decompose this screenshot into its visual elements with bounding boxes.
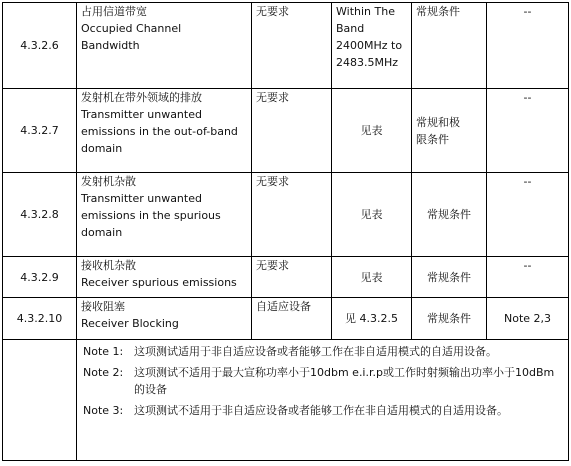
limit-cell: 见表 xyxy=(332,89,412,173)
test-item-name-en: emissions in the out-of-band xyxy=(81,125,238,138)
test-item-name xyxy=(77,173,252,257)
conditions-cell: 常规条件 xyxy=(412,257,487,298)
note-item xyxy=(83,402,562,419)
limit-cell: Within The Band 2400MHz to 2483.5MHz xyxy=(332,3,412,89)
table-row xyxy=(3,89,569,173)
clause-number: 4.3.2.9 xyxy=(3,257,77,298)
notes-cell xyxy=(77,340,569,461)
test-requirements-table xyxy=(2,2,569,461)
test-item-name-cn: 发射机在带外领域的排放 xyxy=(81,91,202,104)
conditions-cell: 常规条件 xyxy=(412,3,487,89)
conditions-cell: 常规和极 限条件 xyxy=(412,89,487,173)
notes-spacer xyxy=(3,340,77,461)
note-ref-cell: -- xyxy=(487,3,569,89)
test-item-name-cn: 发射机杂散 xyxy=(81,175,136,188)
table-row xyxy=(3,257,569,298)
test-item-name-cn: 接收机杂散 xyxy=(81,259,136,272)
note-item xyxy=(83,343,562,360)
limit-cell: 见表 xyxy=(332,257,412,298)
note-text: 这项测试不适用于最大宣称功率小于10dbm e.i.r.p或工作时射频输出功率小于10dBm的设备 xyxy=(134,366,555,396)
test-item-name-en: Receiver spurious emissions xyxy=(81,276,237,289)
note-item xyxy=(83,364,562,398)
note-label: Note 3: xyxy=(83,404,124,417)
requirement-cell: 无要求 xyxy=(252,173,332,257)
test-item-name-en: Transmitter unwanted xyxy=(81,192,202,205)
requirement-cell: 无要求 xyxy=(252,257,332,298)
clause-number: 4.3.2.8 xyxy=(3,173,77,257)
table-row xyxy=(3,298,569,340)
test-item-name-en: Occupied Channel xyxy=(81,22,182,35)
note-label: Note 1: xyxy=(83,345,124,358)
requirement-cell: 无要求 xyxy=(252,89,332,173)
requirement-cell: 无要求 xyxy=(252,3,332,89)
test-item-name-en: domain xyxy=(81,226,123,239)
note-ref-cell: Note 2,3 xyxy=(487,298,569,340)
note-text: 这项测试适用于非自适应设备或者能够工作在非自适用模式的自适用设备。 xyxy=(134,345,497,358)
table-row xyxy=(3,3,569,89)
test-item-name xyxy=(77,257,252,298)
note-ref-cell: -- xyxy=(487,173,569,257)
conditions-cell: 常规条件 xyxy=(412,298,487,340)
conditions-cell: 常规条件 xyxy=(412,173,487,257)
note-ref-cell: -- xyxy=(487,89,569,173)
requirement-cell: 自适应设备 xyxy=(252,298,332,340)
clause-number: 4.3.2.6 xyxy=(3,3,77,89)
test-item-name xyxy=(77,89,252,173)
test-item-name-en: Receiver Blocking xyxy=(81,317,179,330)
note-label: Note 2: xyxy=(83,366,124,379)
note-text: 这项测试不适用于非自适应设备或者能够工作在非自适用模式的自适用设备。 xyxy=(134,404,508,417)
test-item-name-cn: 接收阻塞 xyxy=(81,300,125,313)
test-item-name-en: Bandwidth xyxy=(81,39,140,52)
clause-number: 4.3.2.7 xyxy=(3,89,77,173)
test-item-name-en: Transmitter unwanted xyxy=(81,108,202,121)
note-ref-cell: -- xyxy=(487,257,569,298)
test-item-name-en: emissions in the spurious xyxy=(81,209,221,222)
test-item-name-en: domain xyxy=(81,142,123,155)
limit-cell: 见表 xyxy=(332,173,412,257)
clause-number: 4.3.2.10 xyxy=(3,298,77,340)
notes-row xyxy=(3,340,569,461)
limit-cell: 见 4.3.2.5 xyxy=(332,298,412,340)
test-item-name-cn: 占用信道带宽 xyxy=(81,5,147,18)
test-item-name xyxy=(77,298,252,340)
table-row xyxy=(3,173,569,257)
test-item-name xyxy=(77,3,252,89)
